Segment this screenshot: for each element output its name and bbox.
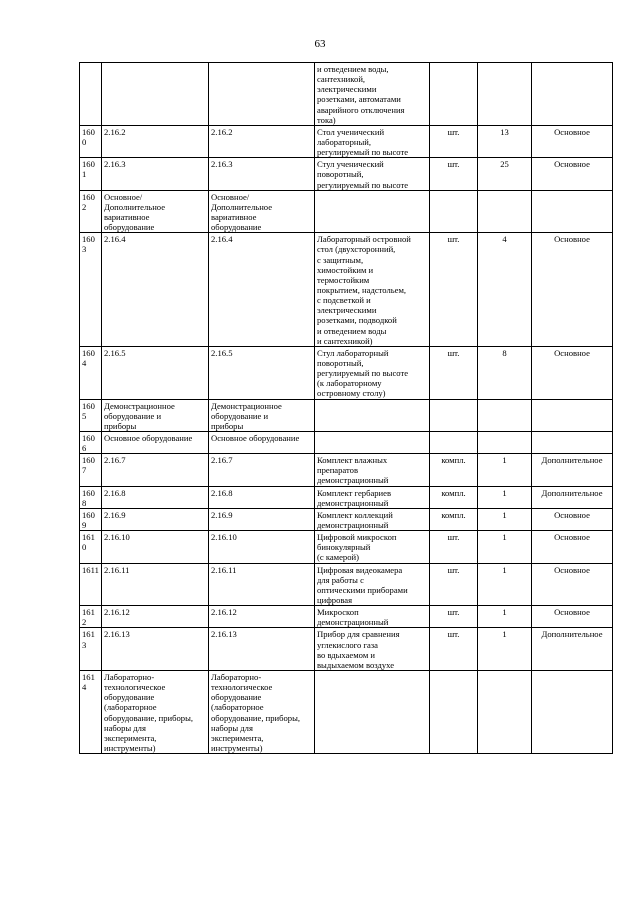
cell-text: 2.16.3 xyxy=(104,159,126,170)
row-number-cell xyxy=(80,508,102,530)
cell-text: 1606 xyxy=(82,432,95,454)
code-duplicate-cell xyxy=(209,125,315,157)
cell-text: 1 xyxy=(502,455,507,466)
cell-text: Основное оборудование xyxy=(211,432,300,443)
item-name-cell xyxy=(315,454,430,486)
cell-text-line: аварийного отключения xyxy=(317,104,405,115)
cell-text: Основное оборудование xyxy=(104,432,193,443)
table-row xyxy=(80,125,613,157)
equipment-type-cell xyxy=(532,531,613,563)
cell-text-line: технологическое xyxy=(211,682,273,693)
table-row xyxy=(80,431,613,453)
cell-text: 2.16.8 xyxy=(104,487,126,498)
cell-text: 13 xyxy=(500,126,509,137)
cell-text-line: Стол ученический xyxy=(317,126,385,137)
item-name-cell xyxy=(315,63,430,126)
cell-text: 2.16.2 xyxy=(211,126,233,137)
code-cell xyxy=(102,431,209,453)
cell-text-line: оборудование xyxy=(104,692,155,703)
code-cell xyxy=(102,486,209,508)
cell-text-line: Цифровой микроскоп xyxy=(317,532,397,543)
cell-text: 1 xyxy=(502,532,507,543)
cell-text: 2.16.12 xyxy=(211,607,237,618)
cell-text-line: технологическое xyxy=(104,682,166,693)
cell-text-line: инструменты) xyxy=(104,743,156,753)
page-number: 63 xyxy=(314,38,326,50)
table-row xyxy=(80,628,613,671)
row-number-cell xyxy=(80,531,102,563)
cell-text: 2.16.4 xyxy=(104,234,126,245)
cell-text: Основное xyxy=(554,234,590,245)
cell-text-line: для работы с xyxy=(317,574,364,585)
cell-text-line: Лабораторный островной xyxy=(317,234,411,245)
quantity-cell xyxy=(478,508,532,530)
cell-text: 1 xyxy=(502,607,507,618)
quantity-cell xyxy=(478,346,532,399)
quantity-cell xyxy=(478,671,532,754)
code-duplicate-cell xyxy=(209,399,315,431)
cell-text-line: Цифровая видеокамера xyxy=(317,564,403,575)
cell-text: 4 xyxy=(502,234,507,245)
cell-text-line: углекислого газа xyxy=(317,639,378,650)
cell-text: 8 xyxy=(502,347,507,358)
cell-text: шт. xyxy=(447,234,460,245)
table-row xyxy=(80,399,613,431)
quantity-cell xyxy=(478,63,532,126)
cell-text-line: оборудование, приборы, xyxy=(211,712,301,723)
item-name-cell xyxy=(315,346,430,399)
cell-text-line: регулируемый по высоте xyxy=(317,179,409,190)
quantity-cell xyxy=(478,190,532,233)
cell-text-line: оборудование xyxy=(211,222,262,233)
cell-text-line: стол (двухсторонний, xyxy=(317,244,396,255)
cell-text-line: покрытием, надстольем, xyxy=(317,284,407,295)
cell-text-line: (с камерой) xyxy=(317,552,359,563)
code-cell xyxy=(102,531,209,563)
cell-text: 1 xyxy=(502,487,507,498)
cell-text: 1609 xyxy=(82,509,95,531)
unit-cell xyxy=(430,346,478,399)
table-row xyxy=(80,190,613,233)
cell-text-line: Микроскоп xyxy=(317,607,359,618)
code-cell xyxy=(102,508,209,530)
item-name-cell xyxy=(315,671,430,754)
item-name-cell xyxy=(315,125,430,157)
cell-text: Основное xyxy=(554,509,590,520)
code-cell xyxy=(102,190,209,233)
cell-text: компл. xyxy=(441,455,466,466)
cell-text: 1602 xyxy=(82,191,95,212)
code-duplicate-cell xyxy=(209,531,315,563)
table-row xyxy=(80,346,613,399)
table-row xyxy=(80,486,613,508)
cell-text: Основное xyxy=(554,347,590,358)
row-number-cell xyxy=(80,233,102,347)
cell-text: 1 xyxy=(502,564,507,575)
cell-text: Основное xyxy=(554,532,590,543)
code-duplicate-cell xyxy=(209,190,315,233)
code-cell xyxy=(102,454,209,486)
code-cell xyxy=(102,125,209,157)
cell-text: 25 xyxy=(500,159,509,170)
item-name-cell xyxy=(315,486,430,508)
cell-text: 1605 xyxy=(82,400,95,421)
cell-text-line: наборы для xyxy=(211,722,253,733)
unit-cell xyxy=(430,158,478,190)
cell-text: Дополнительное xyxy=(541,455,603,466)
table-body xyxy=(80,63,613,754)
cell-text-line: инструменты) xyxy=(211,743,263,753)
unit-cell xyxy=(430,63,478,126)
table-row xyxy=(80,158,613,190)
equipment-type-cell xyxy=(532,628,613,671)
cell-text-line: Комплект гербариев xyxy=(317,487,392,498)
row-number-cell xyxy=(80,671,102,754)
code-cell xyxy=(102,63,209,126)
cell-text-line: Лабораторно- xyxy=(104,672,155,683)
cell-text-line: тока) xyxy=(317,114,336,125)
quantity-cell xyxy=(478,125,532,157)
row-number-cell xyxy=(80,606,102,628)
cell-text-line: бинокулярный xyxy=(317,542,371,553)
cell-text-line: демонстрационный xyxy=(317,497,389,508)
item-name-cell xyxy=(315,628,430,671)
row-number-cell xyxy=(80,628,102,671)
cell-text: шт. xyxy=(447,126,460,137)
row-number-cell xyxy=(80,190,102,233)
cell-text: шт. xyxy=(447,347,460,358)
cell-text: Основное xyxy=(554,607,590,618)
equipment-type-cell xyxy=(532,125,613,157)
unit-cell xyxy=(430,508,478,530)
item-name-cell xyxy=(315,233,430,347)
cell-text-line: оборудование xyxy=(211,692,262,703)
unit-cell xyxy=(430,628,478,671)
quantity-cell xyxy=(478,486,532,508)
cell-text-line: и отведением воды, xyxy=(317,64,389,74)
cell-text-line: (лабораторное xyxy=(211,702,264,713)
cell-text: 1613 xyxy=(82,629,95,650)
code-cell xyxy=(102,233,209,347)
cell-text-line: приборы xyxy=(104,420,137,431)
cell-text-line: Дополнительное xyxy=(211,201,273,212)
row-number-cell xyxy=(80,158,102,190)
equipment-type-cell xyxy=(532,508,613,530)
cell-text: 1612 xyxy=(82,607,95,628)
cell-text: шт. xyxy=(447,159,460,170)
unit-cell xyxy=(430,125,478,157)
unit-cell xyxy=(430,233,478,347)
cell-text: 1608 xyxy=(82,487,95,508)
quantity-cell xyxy=(478,563,532,606)
cell-text: 2.16.11 xyxy=(104,564,130,575)
cell-text-line: Стул ученический xyxy=(317,159,384,170)
item-name-cell xyxy=(315,508,430,530)
cell-text-line: Основное/ xyxy=(211,191,250,202)
quantity-cell xyxy=(478,233,532,347)
item-name-cell xyxy=(315,606,430,628)
cell-text-line: регулируемый по высоте xyxy=(317,368,409,379)
cell-text: шт. xyxy=(447,607,460,618)
cell-text: 1614 xyxy=(82,672,95,693)
cell-text-line: демонстрационный xyxy=(317,617,389,628)
row-number-cell xyxy=(80,63,102,126)
cell-text-line: Комплект влажных xyxy=(317,455,388,466)
cell-text: 2.16.13 xyxy=(211,629,237,640)
item-name-cell xyxy=(315,531,430,563)
cell-text-line: вариативное xyxy=(211,211,257,222)
cell-text-line: Прибор для сравнения xyxy=(317,629,400,640)
cell-text-line: и отведением воды xyxy=(317,325,387,336)
cell-text-line: эксперимента, xyxy=(104,732,157,743)
item-name-cell xyxy=(315,158,430,190)
table-row xyxy=(80,454,613,486)
cell-text: Основное xyxy=(554,126,590,137)
unit-cell xyxy=(430,671,478,754)
code-duplicate-cell xyxy=(209,606,315,628)
table-row xyxy=(80,508,613,530)
cell-text: Основное xyxy=(554,564,590,575)
table-row xyxy=(80,606,613,628)
cell-text: 1600 xyxy=(82,126,95,147)
cell-text: 1601 xyxy=(82,159,95,180)
cell-text: 1604 xyxy=(82,347,95,368)
cell-text-line: Комплект коллекций xyxy=(317,509,393,520)
quantity-cell xyxy=(478,531,532,563)
cell-text-line: розетками, автоматами xyxy=(317,94,401,105)
cell-text-line: сантехникой, xyxy=(317,74,366,85)
code-duplicate-cell xyxy=(209,628,315,671)
cell-text-line: химостойким и xyxy=(317,264,374,275)
cell-text: 1607 xyxy=(82,455,95,476)
unit-cell xyxy=(430,190,478,233)
cell-text: 2.16.7 xyxy=(104,455,126,466)
cell-text: 2.16.13 xyxy=(104,629,130,640)
cell-text-line: электрическими xyxy=(317,305,377,316)
unit-cell xyxy=(430,563,478,606)
cell-text: шт. xyxy=(447,629,460,640)
cell-text-line: регулируемый по высоте xyxy=(317,147,409,158)
unit-cell xyxy=(430,531,478,563)
code-duplicate-cell xyxy=(209,63,315,126)
cell-text-line: поворотный, xyxy=(317,357,364,368)
item-name-cell xyxy=(315,563,430,606)
equipment-type-cell xyxy=(532,233,613,347)
cell-text: Дополнительное xyxy=(541,629,603,640)
cell-text: 2.16.7 xyxy=(211,455,233,466)
cell-text-line: с подсветкой и xyxy=(317,295,371,306)
equipment-table xyxy=(79,62,613,754)
cell-text-line: цифровая xyxy=(317,595,353,606)
cell-text: 2.16.2 xyxy=(104,126,126,137)
cell-text: 2.16.5 xyxy=(211,347,233,358)
code-duplicate-cell xyxy=(209,486,315,508)
unit-cell xyxy=(430,399,478,431)
code-duplicate-cell xyxy=(209,454,315,486)
cell-text: 2.16.8 xyxy=(211,487,233,498)
cell-text-line: вариативное xyxy=(104,211,150,222)
cell-text: Основное xyxy=(554,159,590,170)
table-row xyxy=(80,531,613,563)
table-row xyxy=(80,233,613,347)
cell-text: компл. xyxy=(441,487,466,498)
equipment-type-cell xyxy=(532,190,613,233)
equipment-type-cell xyxy=(532,454,613,486)
row-number-cell xyxy=(80,431,102,453)
cell-text-line: Дополнительное xyxy=(104,201,166,212)
cell-text-line: электрическими xyxy=(317,84,377,95)
cell-text-line: оборудование xyxy=(104,222,155,233)
cell-text-line: эксперимента, xyxy=(211,732,264,743)
row-number-cell xyxy=(80,399,102,431)
equipment-type-cell xyxy=(532,346,613,399)
cell-text-line: лабораторный, xyxy=(317,136,372,147)
quantity-cell xyxy=(478,606,532,628)
quantity-cell xyxy=(478,158,532,190)
item-name-cell xyxy=(315,431,430,453)
code-cell xyxy=(102,671,209,754)
cell-text: 1603 xyxy=(82,234,95,255)
code-duplicate-cell xyxy=(209,233,315,347)
cell-text: 2.16.10 xyxy=(211,532,237,543)
unit-cell xyxy=(430,454,478,486)
quantity-cell xyxy=(478,628,532,671)
cell-text-line: розетками, подводкой xyxy=(317,315,397,326)
equipment-type-cell xyxy=(532,563,613,606)
cell-text: 1 xyxy=(502,509,507,520)
equipment-type-cell xyxy=(532,431,613,453)
equipment-type-cell xyxy=(532,671,613,754)
cell-text-line: наборы для xyxy=(104,722,146,733)
cell-text: шт. xyxy=(447,532,460,543)
cell-text-line: демонстрационный xyxy=(317,520,389,531)
equipment-type-cell xyxy=(532,158,613,190)
cell-text: 1610 xyxy=(82,532,95,553)
cell-text-line: островному столу) xyxy=(317,388,386,399)
row-number-cell xyxy=(80,346,102,399)
cell-text: 2.16.9 xyxy=(104,509,126,520)
cell-text-line: Основное/ xyxy=(104,191,143,202)
cell-text: 2.16.12 xyxy=(104,607,130,618)
unit-cell xyxy=(430,431,478,453)
row-number-cell xyxy=(80,563,102,606)
cell-text-line: Лабораторно- xyxy=(211,672,262,683)
cell-text: 2.16.5 xyxy=(104,347,126,358)
cell-text: 2.16.10 xyxy=(104,532,130,543)
unit-cell xyxy=(430,486,478,508)
equipment-type-cell xyxy=(532,63,613,126)
cell-text: 2.16.3 xyxy=(211,159,233,170)
code-duplicate-cell xyxy=(209,563,315,606)
table-row xyxy=(80,63,613,126)
cell-text-line: и сантехникой) xyxy=(317,335,373,346)
cell-text: Дополнительное xyxy=(541,487,603,498)
row-number-cell xyxy=(80,454,102,486)
code-duplicate-cell xyxy=(209,431,315,453)
item-name-cell xyxy=(315,190,430,233)
cell-text-line: препаратов xyxy=(317,465,359,476)
code-duplicate-cell xyxy=(209,508,315,530)
cell-text-line: термостойким xyxy=(317,274,370,285)
code-duplicate-cell xyxy=(209,158,315,190)
equipment-type-cell xyxy=(532,486,613,508)
code-cell xyxy=(102,158,209,190)
cell-text: 2.16.11 xyxy=(211,564,237,575)
cell-text-line: выдыхаемом воздухе xyxy=(317,659,395,670)
cell-text-line: (к лабораторному xyxy=(317,378,382,389)
code-cell xyxy=(102,563,209,606)
equipment-type-cell xyxy=(532,606,613,628)
cell-text: шт. xyxy=(447,564,460,575)
table-row xyxy=(80,563,613,606)
cell-text: 1 xyxy=(502,629,507,640)
cell-text-line: (лабораторное xyxy=(104,702,157,713)
code-cell xyxy=(102,606,209,628)
cell-text-line: Демонстрационное xyxy=(211,400,282,411)
cell-text-line: оптическими приборами xyxy=(317,584,408,595)
cell-text-line: с защитным, xyxy=(317,254,364,265)
cell-text: 2.16.9 xyxy=(211,509,233,520)
unit-cell xyxy=(430,606,478,628)
item-name-cell xyxy=(315,399,430,431)
code-cell xyxy=(102,399,209,431)
cell-text: 1611 xyxy=(82,564,99,575)
cell-text-line: демонстрационный xyxy=(317,475,389,486)
row-number-cell xyxy=(80,486,102,508)
cell-text: компл. xyxy=(441,509,466,520)
cell-text-line: оборудование, приборы, xyxy=(104,712,194,723)
table-row xyxy=(80,671,613,754)
code-cell xyxy=(102,346,209,399)
code-duplicate-cell xyxy=(209,346,315,399)
cell-text-line: во вдыхаемом и xyxy=(317,649,376,660)
code-duplicate-cell xyxy=(209,671,315,754)
quantity-cell xyxy=(478,431,532,453)
equipment-type-cell xyxy=(532,399,613,431)
cell-text: 2.16.4 xyxy=(211,234,233,245)
cell-text-line: оборудование и xyxy=(104,410,162,421)
cell-text-line: Демонстрационное xyxy=(104,400,175,411)
quantity-cell xyxy=(478,454,532,486)
row-number-cell xyxy=(80,125,102,157)
cell-text-line: приборы xyxy=(211,420,244,431)
quantity-cell xyxy=(478,399,532,431)
cell-text-line: поворотный, xyxy=(317,169,364,180)
cell-text-line: оборудование и xyxy=(211,410,269,421)
cell-text-line: Стул лабораторный xyxy=(317,347,389,358)
code-cell xyxy=(102,628,209,671)
